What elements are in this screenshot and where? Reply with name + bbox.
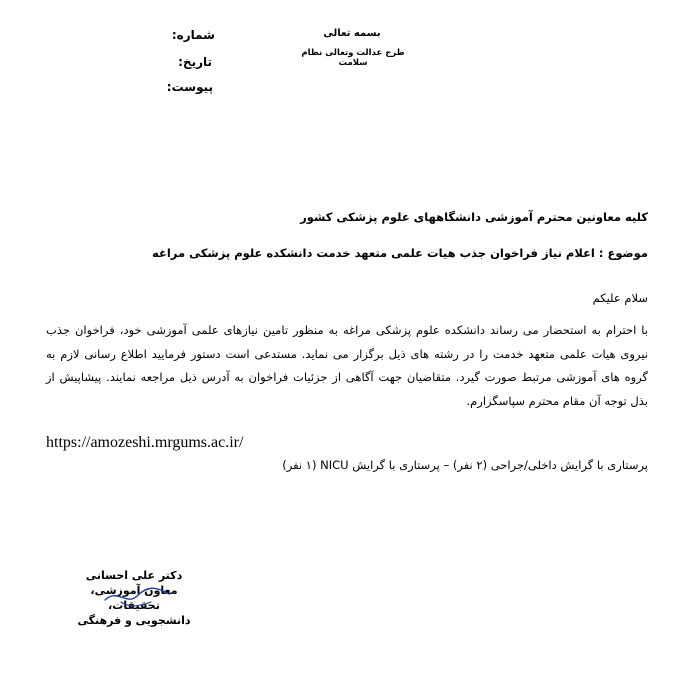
date-label: تاریخ: bbox=[178, 55, 212, 69]
required-fields: پرستاری با گرایش داخلی/جراحی (۲ نفر) – پرستاری با گرایش NICU (۱ نفر) bbox=[282, 458, 648, 472]
signatory-title-line-2: دانشجویی و فرهنگی bbox=[77, 614, 191, 627]
signatory-title-line-1: معاون آموزشی، تحقیقات، bbox=[90, 584, 178, 612]
plan-title: طرح عدالت وتعالی نظام سلامت bbox=[301, 48, 405, 68]
number-label: شماره: bbox=[171, 28, 215, 42]
handwritten-signature bbox=[103, 580, 173, 610]
signatory-name: دکتر علی احسانی bbox=[85, 569, 183, 582]
recipient-line: کلیه معاونین محترم آموزشی دانشگاههای علوم پزشکی کشور bbox=[300, 210, 648, 224]
attachment-label: پیوست: bbox=[166, 80, 213, 94]
body-paragraph: با احترام به استحضار می رساند دانشکده علوم پزشکی مراغه به منظور تامین نیازهای علمی آموزشی خود، فراخوان جذب نیروی هیات علمی متعهد خدمت را در رشته های ذیل برگزار می نماید. مستدعی است دستور فرمایید اطلاع رسانی لازم به گروه های آموزشی مرتبط صورت گیرد. متقاضیان جهت آگاهی از جزئیات فراخوان به آدرس ذیل مراجعه نمایند. پیشاپیش از بذل توجه آن مقام محترم سپاسگزارم. bbox=[46, 323, 648, 408]
greeting: سلام علیکم bbox=[592, 291, 648, 305]
basmala: بسمه تعالی bbox=[323, 28, 381, 39]
website-link[interactable]: https://amozeshi.mrgums.ac.ir/ bbox=[46, 434, 244, 451]
subject-line: موضوع : اعلام نیاز فراخوان جذب هیات علمی متعهد خدمت دانشکده علوم پزشکی مراغه bbox=[152, 246, 648, 260]
